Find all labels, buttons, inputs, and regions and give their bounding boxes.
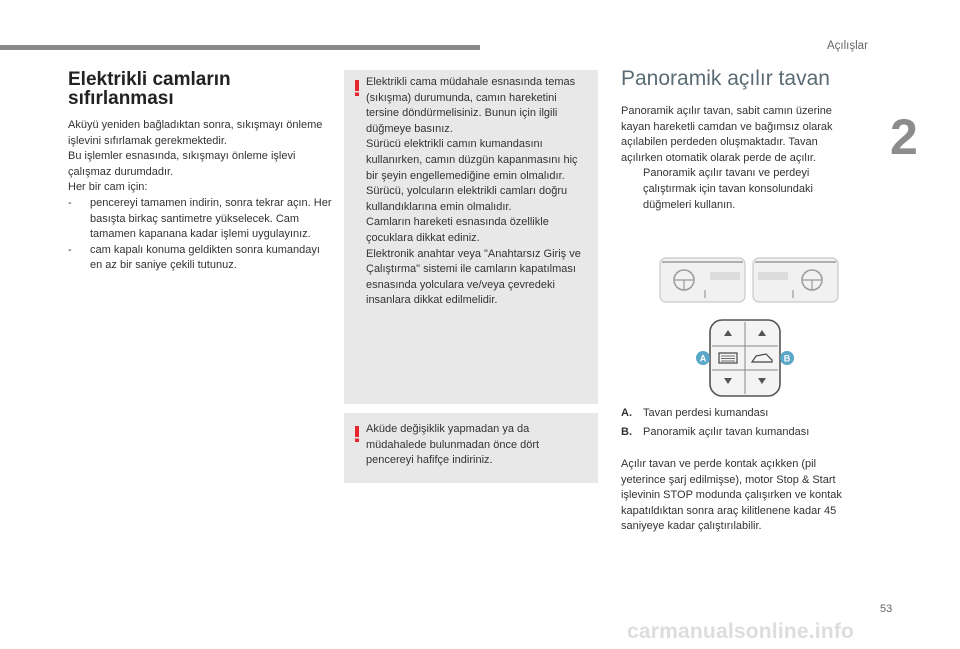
warning-1-line-4: Camların hareketi esnasında özellikle çocuklara dikkat ediniz. (366, 216, 549, 244)
step-2 (68, 243, 333, 274)
warning-box-1 (344, 70, 598, 404)
header-rule (0, 45, 480, 50)
warning-icon (352, 426, 362, 442)
warning-2-line-1: Aküde değişiklik yapmadan ya da müdahalede bulunmadan önce dört pencereyi hafifçe indiriniz. (366, 423, 540, 467)
legend-b-text: Panoramik açılır tavan kumandası (643, 426, 810, 438)
right-bullet (621, 166, 861, 213)
dash-mark: - (68, 196, 72, 209)
legend-a-key: A. (621, 407, 632, 419)
legend-b (621, 425, 861, 441)
footer-watermark: carmanualsonline.info (627, 620, 855, 643)
warning-1-line-1: Elektrikli cama müdahale esnasında temas (sıkışma) durumunda, camın hareketini tersine döndürmelisiniz. Bunun için ilgili düğmeye basınız. (366, 76, 576, 135)
control-panel (710, 320, 780, 396)
label-a-badge (696, 351, 710, 365)
chapter-number: 2 (890, 109, 918, 165)
section-title: Açılışlar (827, 40, 868, 52)
step-1-text: pencereyi tamamen indirin, sonra tekrar açın. Her basışta birkaç santimetre yükselecek. Cam tamamen kapanana kadar işlemi uygulayınız. (90, 196, 332, 241)
page-number: 53 (880, 603, 893, 615)
left-column (68, 118, 333, 274)
roof-console-illustration (650, 250, 840, 400)
legend-a (621, 406, 861, 422)
label-a: A (699, 353, 707, 364)
legend-b-key: B. (621, 426, 632, 438)
right-title: Panoramik açılır tavan (621, 67, 830, 90)
left-intro-3: Her bir cam için: (68, 181, 148, 194)
label-b: B (783, 353, 791, 364)
right-bullet-text: Panoramik açılır tavanı ve perdeyi çalıştırmak için tavan konsolundaki düğmeleri kullanın. (643, 167, 813, 211)
right-note: Açılır tavan ve perde kontak açıkken (pil yeterince şarj edilmişse), motor Stop & Start işlevinin STOP modunda çalışırken ve kontak kapatıldıktan sonra araç kilitlenene kadar 45 saniyeye kadar çalıştırılabilir. (621, 458, 842, 533)
warning-box-2 (344, 413, 598, 483)
right-column (621, 104, 861, 213)
right-intro: Panoramik açılır tavan, sabit camın üzerine kayan hareketli camdan ve bağımsız olarak açılabilen perdeden oluşmaktadır. Tavan açılırken otomatik olarak perde de açılır. (621, 105, 833, 164)
step-1 (68, 196, 333, 243)
bullet-mark (621, 166, 643, 213)
left-title: Elektrikli camların sıfırlanması (68, 69, 231, 109)
left-console-view (660, 258, 745, 302)
left-intro-2: Bu işlemler esnasında, sıkışmayı önleme işlevi çalışmaz durumdadır. (68, 150, 296, 178)
warning-1-line-2: Sürücü elektrikli camın kumandasını kullanırken, camın düzgün kapanmasını hiç bir şeyin engellemediğine emin olmalıdır. (366, 138, 578, 182)
right-console-view (753, 258, 838, 302)
warning-1-line-3: Sürücü, yolcuların elektrikli camları doğru kullandıklarına emin olmalıdır. (366, 185, 568, 213)
warning-icon (352, 80, 362, 96)
dash-mark: - (68, 243, 72, 256)
label-b-badge (780, 351, 794, 365)
left-intro-1: Aküyü yeniden bağladıktan sonra, sıkışmayı önleme işlevini sıfırlamak gerekmektedir. (68, 119, 323, 147)
warning-1-line-5: Elektronik anahtar veya "Anahtarsız Giriş ve Çalıştırma" sistemi ile camların kapatılması esnasında yolculara ve/veya çevredeki insanlara dikkat edilmelidir. (366, 247, 581, 307)
legend-a-text: Tavan perdesi kumandası (643, 407, 769, 419)
step-2-text: cam kapalı konuma geldikten sonra kumandayı en az bir saniye çekili tutunuz. (90, 243, 320, 272)
